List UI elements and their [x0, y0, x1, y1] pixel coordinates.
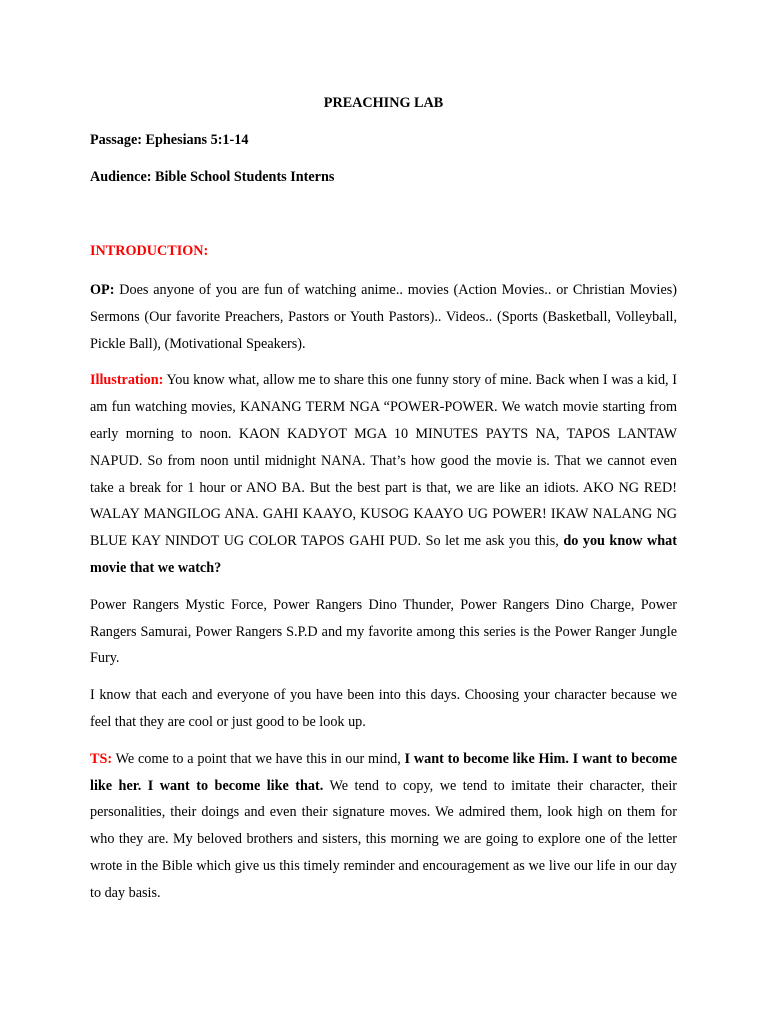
- ts-label: TS:: [90, 750, 113, 767]
- power-rangers-paragraph: Power Rangers Mystic Force, Power Rangers Dino Thunder, Power Rangers Dino Charge, Power Rangers Samurai, Power Rangers S.P.D and my favorite among this series is the Power Ranger Jungle Fury.: [90, 596, 677, 667]
- ts-paragraph: [90, 746, 677, 907]
- illustration-question: do you know what movie that we watch?: [90, 533, 678, 576]
- illustration-paragraph: [90, 367, 677, 581]
- op-text: Does anyone of you are fun of watching anime.. movies (Action Movies.. or Christian Movies) Sermons (Our favorite Preachers, Pastors or Youth Pastors).. Videos.. (Sports (Basketball, Volleyball, Pickle Ball), (Motivational Speakers).: [90, 282, 677, 352]
- op-paragraph: [90, 277, 677, 357]
- op-label: OP:: [90, 282, 115, 298]
- illustration-text: You know what, allow me to share this one funny story of mine. Back when I was a kid, I am fun watching movies, KANANG TERM NGA “POWER-POWER. We watch movie starting from early morning to noon. KAON KADYOT MGA 10 MINUTES PAYTS NA, TAPOS LANTAW NAPUD. So from noon until midnight NANA. That’s how good the movie is. That we cannot even take a break for 1 hour or ANO BA. But the best part is that, we are like an idiots. AKO NG RED! WALAY MANGILOG ANA. GAHI KAAYO, KUSOG KAAYO UG POWER! IKAW NALANG NG BLUE KAY NINDOT UG COLOR TAPOS GAHI PUD. So let me ask you this,: [90, 372, 677, 550]
- character-paragraph: I know that each and everyone of you have been into this days. Choosing your character because we feel that they are cool or just good to be look up.: [90, 687, 677, 730]
- passage-line: Passage: Ephesians 5:1-14: [90, 132, 249, 148]
- audience-line: Audience: Bible School Students Interns: [90, 169, 335, 185]
- introduction-heading: INTRODUCTION:: [90, 243, 209, 259]
- document-title: PREACHING LAB: [323, 95, 444, 111]
- illustration-label: Illustration:: [90, 372, 164, 389]
- document-body: [90, 92, 677, 917]
- ts-bold-statement: I want to become like Him. I want to become like her. I want to become like that.: [90, 750, 677, 794]
- ts-text-before: We come to a point that we have this in our mind,: [112, 750, 405, 767]
- ts-text-after: We tend to copy, we tend to imitate their character, their personalities, their doings and even their signature moves. We admired them, look high on them for who they are. My beloved brothers and sisters, this morning we are going to explore one of the letter wrote in the Bible which give us this timely reminder and encouragement as we live our life in our day to day basis.: [90, 777, 677, 901]
